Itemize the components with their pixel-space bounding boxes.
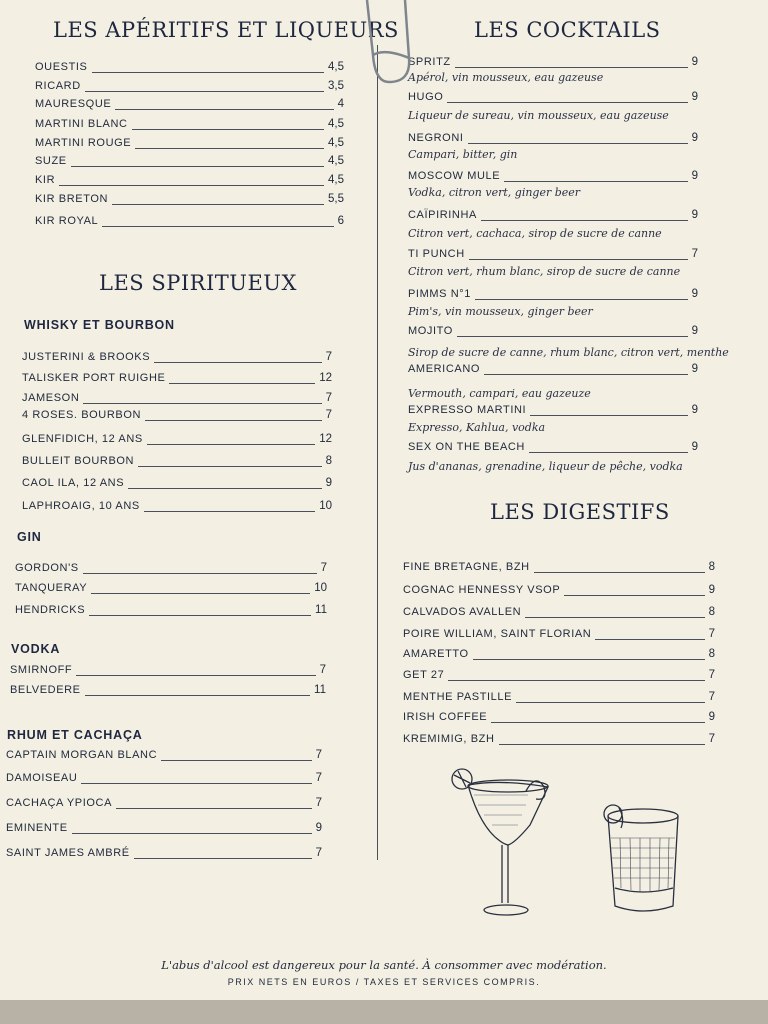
item-price: 6	[334, 215, 344, 227]
item-name: GORDON'S	[15, 562, 83, 574]
menu-item	[22, 477, 332, 493]
item-price: 7	[705, 628, 715, 640]
leader-line	[35, 166, 344, 167]
item-price: 9	[688, 91, 698, 103]
menu-item	[408, 248, 698, 264]
menu-item	[403, 648, 715, 664]
menu-item	[408, 363, 698, 379]
price-notice: PRIX NETS EN EUROS / TAXES ET SERVICES COMPRIS.	[227, 977, 541, 987]
item-description: Campari, bitter, gin	[408, 148, 518, 161]
item-price: 5,5	[324, 193, 344, 205]
item-price: 9	[688, 56, 698, 68]
item-price: 7	[312, 772, 322, 784]
item-price: 9	[688, 170, 698, 182]
item-price: 8	[705, 648, 715, 660]
gin-subheading: GIN	[17, 530, 42, 544]
item-name: POIRE WILLIAM, SAINT FLORIAN	[403, 628, 595, 640]
item-name: BELVEDERE	[10, 684, 85, 696]
item-name: PIMMS N°1	[408, 288, 475, 300]
menu-item	[35, 174, 344, 190]
item-description: Liqueur de sureau, vin mousseux, eau gazeuse	[408, 109, 669, 122]
item-name: CALVADOS AVALLEN	[403, 606, 525, 618]
item-name: TALISKER PORT RUIGHE	[22, 372, 169, 384]
item-name: 4 ROSES. BOURBON	[22, 409, 145, 421]
menu-item	[6, 847, 322, 863]
item-name: EXPRESSO MARTINI	[408, 404, 530, 416]
item-name: KREMIMIG, BZH	[403, 733, 499, 745]
item-name: KIR	[35, 174, 59, 186]
leader-line	[35, 185, 344, 186]
item-price: 4,5	[324, 137, 344, 149]
item-price: 4,5	[324, 118, 344, 130]
menu-item	[35, 137, 344, 153]
whisky-glass-icon	[595, 798, 690, 918]
menu-item	[22, 500, 332, 516]
menu-item	[403, 561, 715, 577]
item-price: 3,5	[324, 80, 344, 92]
menu-item	[6, 822, 322, 838]
menu-item	[6, 749, 322, 765]
item-name: AMERICANO	[408, 363, 484, 375]
item-price: 12	[315, 433, 332, 445]
item-price: 9	[688, 404, 698, 416]
item-description: Jus d'ananas, grenadine, liqueur de pêche, vodka	[408, 460, 683, 473]
item-price: 9	[688, 441, 698, 453]
item-price: 7	[322, 351, 332, 363]
spiritueux-heading: LES SPIRITUEUX	[99, 271, 297, 295]
digestifs-heading: LES DIGESTIFS	[490, 500, 670, 524]
menu-item	[403, 669, 715, 685]
item-name: MENTHE PASTILLE	[403, 691, 516, 703]
table-surface	[0, 1000, 768, 1024]
menu-item	[408, 288, 698, 304]
menu-item	[35, 98, 344, 114]
item-price: 10	[315, 500, 332, 512]
menu-item	[408, 170, 698, 186]
leader-line	[403, 680, 715, 681]
menu-item	[35, 61, 344, 77]
item-name: OUESTIS	[35, 61, 92, 73]
paper-clip-icon	[355, 0, 415, 90]
item-name: CAPTAIN MORGAN BLANC	[6, 749, 161, 761]
item-price: 7	[312, 847, 322, 859]
item-price: 4,5	[324, 61, 344, 73]
menu-item	[10, 684, 326, 700]
item-name: CACHAÇA YPIOCA	[6, 797, 116, 809]
menu-item	[408, 209, 698, 225]
item-price: 7	[322, 392, 332, 404]
item-price: 9	[312, 822, 322, 834]
item-description: Vodka, citron vert, ginger beer	[408, 186, 581, 199]
item-price: 7	[705, 691, 715, 703]
menu-item	[22, 351, 332, 367]
rhum-subheading: RHUM ET CACHAÇA	[7, 728, 143, 742]
item-name: SUZE	[35, 155, 71, 167]
menu-item	[22, 433, 332, 449]
menu-item	[403, 733, 715, 749]
alcohol-warning: L'abus d'alcool est dangereux pour la santé. À consommer avec modération.	[161, 958, 607, 972]
item-price: 11	[311, 604, 327, 616]
item-name: JAMESON	[22, 392, 83, 404]
menu-item	[408, 91, 698, 107]
menu-item	[408, 404, 698, 420]
menu-item	[10, 664, 326, 680]
item-price: 7	[317, 562, 327, 574]
item-name: GLENFIDICH, 12 ANS	[22, 433, 147, 445]
item-description: Citron vert, cachaca, sirop de sucre de canne	[408, 227, 662, 240]
item-name: EMINENTE	[6, 822, 72, 834]
menu-item	[403, 711, 715, 727]
item-description: Citron vert, rhum blanc, sirop de sucre de canne	[408, 265, 681, 278]
item-name: CAOL ILA, 12 ANS	[22, 477, 128, 489]
cocktails-heading: LES COCKTAILS	[474, 18, 661, 42]
menu-item	[22, 455, 332, 471]
item-name: RICARD	[35, 80, 85, 92]
menu-item	[35, 80, 344, 96]
item-name: KIR ROYAL	[35, 215, 102, 227]
item-price: 7	[312, 797, 322, 809]
item-name: TI PUNCH	[408, 248, 469, 260]
menu-item	[408, 325, 698, 341]
aperitifs-heading: LES APÉRITIFS ET LIQUEURS	[53, 18, 399, 42]
menu-item	[6, 772, 322, 788]
item-price: 12	[315, 372, 332, 384]
menu-item	[403, 606, 715, 622]
menu-item	[6, 797, 322, 813]
item-price: 8	[705, 561, 715, 573]
menu-item	[22, 409, 332, 425]
item-name: LAPHROAIG, 10 ANS	[22, 500, 144, 512]
item-name: SAINT JAMES AMBRÉ	[6, 847, 134, 859]
item-price: 9	[688, 325, 698, 337]
item-name: MAURESQUE	[35, 98, 115, 110]
item-description: Sirop de sucre de canne, rhum blanc, citron vert, menthe	[408, 346, 729, 359]
item-name: CAÏPIRINHA	[408, 209, 481, 221]
menu-item	[22, 392, 332, 408]
item-name: SPRITZ	[408, 56, 455, 68]
item-price: 9	[705, 711, 715, 723]
menu-item	[35, 118, 344, 134]
item-name: COGNAC HENNESSY VSOP	[403, 584, 564, 596]
item-name: HUGO	[408, 91, 447, 103]
item-price: 9	[688, 288, 698, 300]
item-price: 4	[334, 98, 344, 110]
menu-item	[22, 372, 332, 388]
item-name: TANQUERAY	[15, 582, 91, 594]
item-name: NEGRONI	[408, 132, 468, 144]
item-price: 8	[705, 606, 715, 618]
cocktail-glass-icon	[440, 765, 560, 925]
item-price: 9	[705, 584, 715, 596]
item-price: 9	[322, 477, 332, 489]
item-name: AMARETTO	[403, 648, 473, 660]
item-name: HENDRICKS	[15, 604, 89, 616]
vodka-subheading: VODKA	[11, 642, 61, 656]
item-name: MOSCOW MULE	[408, 170, 504, 182]
item-price: 9	[688, 363, 698, 375]
item-name: MOJITO	[408, 325, 457, 337]
item-price: 7	[312, 749, 322, 761]
item-price: 7	[705, 733, 715, 745]
whisky-subheading: WHISKY ET BOURBON	[24, 318, 175, 332]
item-price: 11	[310, 684, 326, 696]
item-name: DAMOISEAU	[6, 772, 81, 784]
item-price: 7	[316, 664, 326, 676]
item-price: 9	[688, 209, 698, 221]
leader-line	[408, 102, 698, 103]
item-price: 4,5	[324, 155, 344, 167]
item-name: JUSTERINI & BROOKS	[22, 351, 154, 363]
menu-item	[403, 691, 715, 707]
menu-item	[408, 132, 698, 148]
item-price: 8	[322, 455, 332, 467]
item-name: MARTINI BLANC	[35, 118, 132, 130]
item-price: 7	[705, 669, 715, 681]
item-price: 10	[310, 582, 327, 594]
item-description: Expresso, Kahlua, vodka	[408, 421, 546, 434]
item-price: 7	[322, 409, 332, 421]
menu-item	[15, 604, 327, 620]
menu-item	[15, 582, 327, 598]
menu-item	[15, 562, 327, 578]
column-divider	[377, 45, 378, 860]
item-name: SEX ON THE BEACH	[408, 441, 529, 453]
item-price: 7	[688, 248, 698, 260]
menu-item	[35, 193, 344, 209]
menu-item	[35, 215, 344, 231]
item-name: FINE BRETAGNE, BZH	[403, 561, 534, 573]
menu-item	[403, 584, 715, 600]
item-price: 9	[688, 132, 698, 144]
item-name: MARTINI ROUGE	[35, 137, 135, 149]
item-name: GET 27	[403, 669, 448, 681]
item-price: 4,5	[324, 174, 344, 186]
item-name: KIR BRETON	[35, 193, 112, 205]
menu-item	[35, 155, 344, 171]
menu-item	[408, 56, 698, 72]
item-name: SMIRNOFF	[10, 664, 76, 676]
item-name: BULLEIT BOURBON	[22, 455, 138, 467]
item-description: Apérol, vin mousseux, eau gazeuse	[408, 71, 604, 84]
item-description: Vermouth, campari, eau gazeuze	[408, 387, 591, 400]
item-name: IRISH COFFEE	[403, 711, 491, 723]
menu-item	[403, 628, 715, 644]
menu-item	[408, 441, 698, 457]
item-description: Pim's, vin mousseux, ginger beer	[408, 305, 593, 318]
